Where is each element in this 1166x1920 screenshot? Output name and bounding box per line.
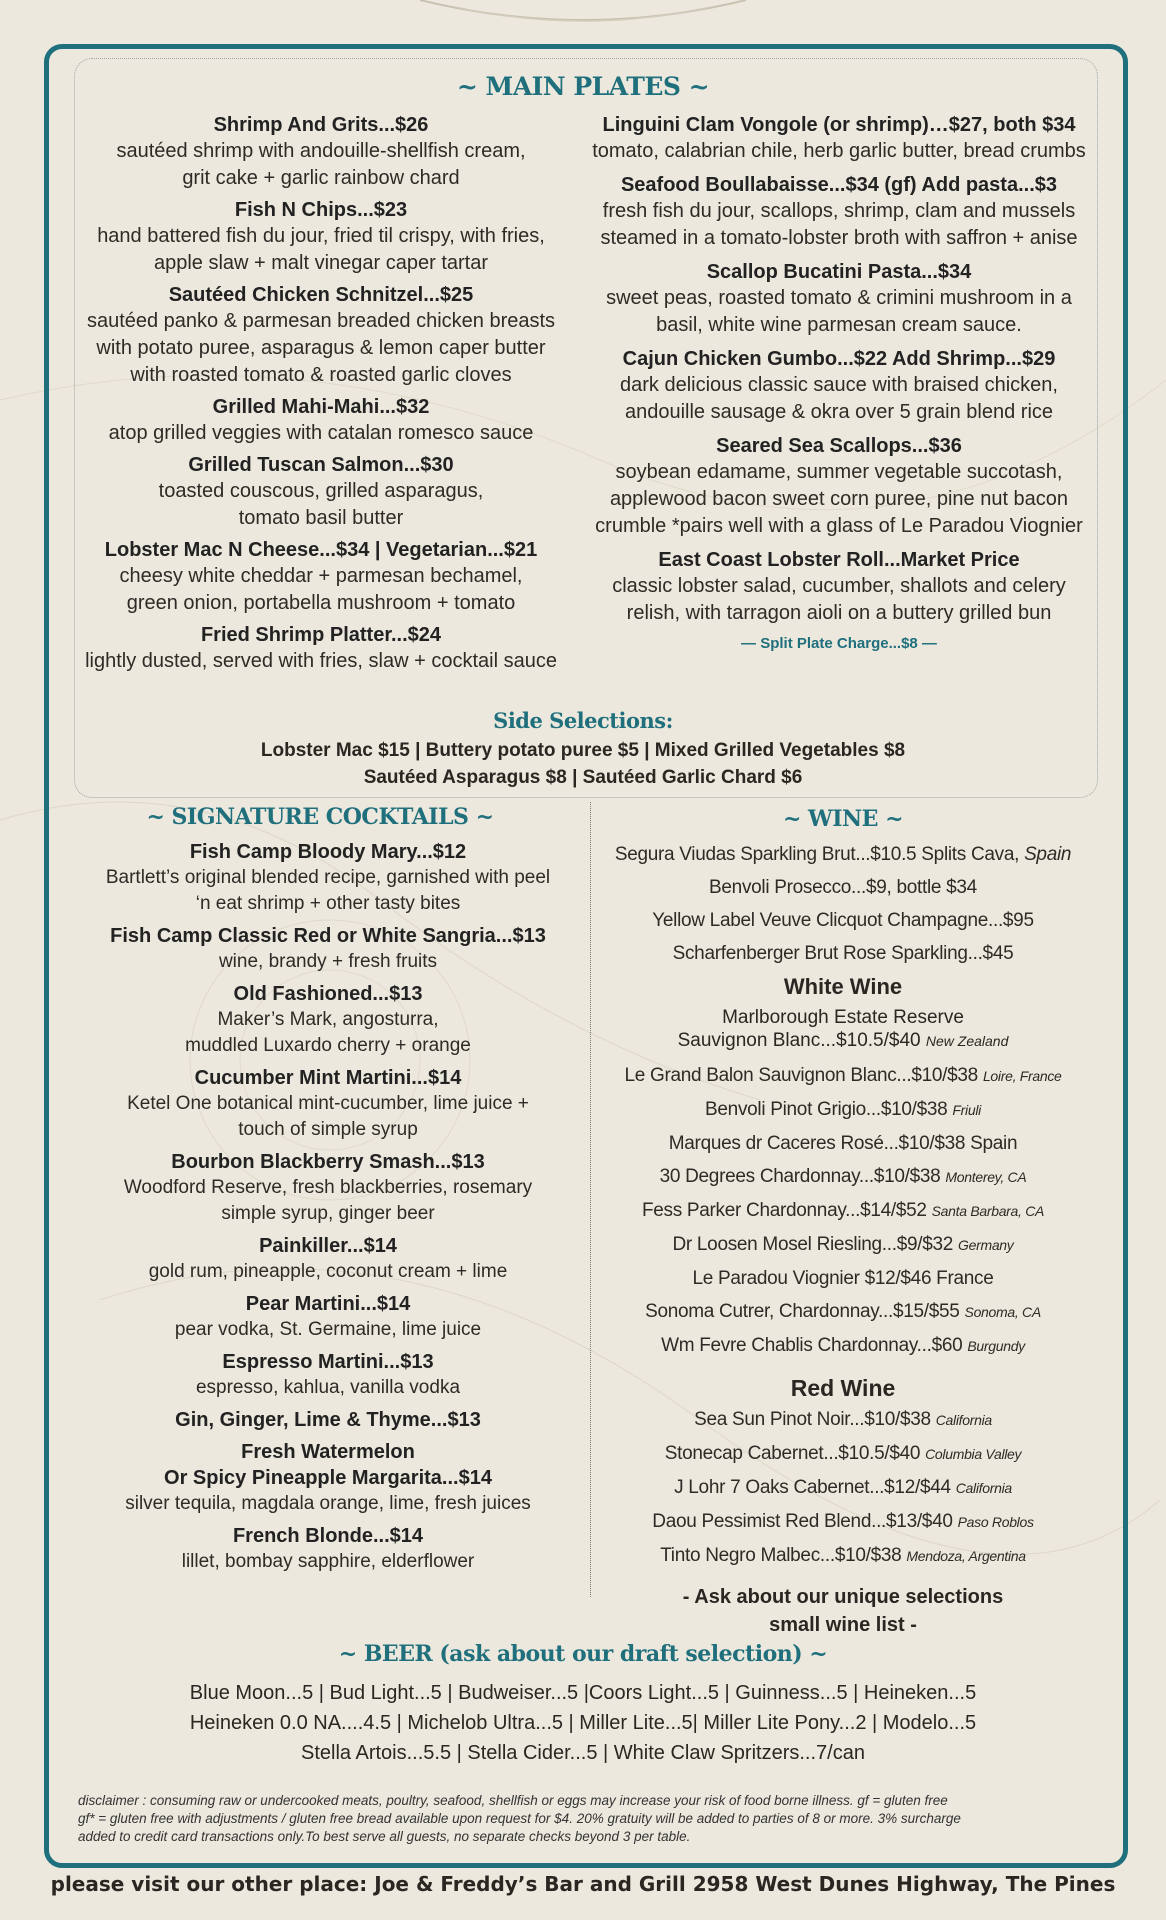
marlborough-line-1: Marlborough Estate Reserve <box>722 1007 964 1028</box>
cocktail-item-description: touch of simple syrup <box>238 1119 418 1140</box>
wine-item-marlborough <box>600 1006 1086 1053</box>
main-plate-item <box>586 173 1092 252</box>
cocktail-item <box>78 1439 578 1517</box>
white-wine-item <box>600 1127 1086 1160</box>
sparkling-wine-item <box>600 838 1086 871</box>
white-wine-region: Germany <box>958 1237 1014 1253</box>
cocktail-item <box>78 1149 578 1227</box>
main-plate-item-title: Fried Shrimp Platter...$24 <box>200 624 442 646</box>
main-plate-item-description: cheesy white cheddar + parmesan bechamel, <box>119 565 523 587</box>
white-wine-item <box>600 1329 1086 1363</box>
beer-line-1: Blue Moon...5 | Bud Light...5 | Budweiser...5 |Coors Light...5 | Guinness...5 | Heineken...5 <box>189 1682 977 1704</box>
cocktail-item-title: Fish Camp Classic Red or White Sangria...$13 <box>110 925 546 947</box>
sides-line-1: Lobster Mac $15 | Buttery potato puree $5 | Mixed Grilled Vegetables $8 <box>260 740 906 761</box>
red-wine-item <box>600 1505 1086 1539</box>
red-wine-name-price: Sea Sun Pinot Noir...$10/$38 <box>694 1409 936 1430</box>
white-wine-item <box>600 1228 1086 1262</box>
signature-cocktails-heading: ~ SIGNATURE COCKTAILS ~ <box>146 804 494 830</box>
main-plate-item-description: sautéed panko & parmesan breaded chicken breasts <box>86 310 556 332</box>
white-wine-name-price: Benvoli Pinot Grigio...$10/$38 <box>705 1099 953 1120</box>
main-plate-item-title: Linguini Clam Vongole (or shrimp)…$27, both $34 <box>602 114 1076 136</box>
white-wine-name-price: Le Paradou Viognier $12/$46 France <box>692 1268 994 1289</box>
main-plate-item-description: crumble *pairs well with a glass of Le Paradou Viognier <box>595 515 1083 537</box>
main-plates-left-column <box>78 113 564 681</box>
red-wine-item <box>600 1437 1086 1471</box>
cocktail-item <box>78 1349 578 1401</box>
main-plate-item-title: Fish N Chips...$23 <box>234 199 408 221</box>
white-wine-region: Loire, France <box>982 1068 1062 1084</box>
disclaimer-line-1: disclaimer : consuming raw or undercooked meats, poultry, seafood, shellfish or eggs may increase your risk of food borne illness. gf = gluten free <box>78 1793 948 1808</box>
main-plate-item <box>78 283 564 389</box>
wine-ask-note <box>600 1583 1086 1639</box>
beer-line-3: Stella Artois...5.5 | Stella Cider...5 | White Claw Spritzers...7/can <box>301 1742 865 1764</box>
main-plate-item-description: with potato puree, asparagus & lemon caper butter <box>96 337 546 359</box>
main-plate-item-description: apple slaw + malt vinegar caper tartar <box>153 252 489 274</box>
main-plate-item-title: Cajun Chicken Gumbo...$22 Add Shrimp...$29 <box>622 348 1056 370</box>
main-plate-item <box>78 453 564 532</box>
main-plate-item-description: andouille sausage & okra over 5 grain blend rice <box>624 401 1054 423</box>
wine-column <box>600 838 1086 1639</box>
white-wine-name-price: Marques dr Caceres Rosé...$10/$38 Spain <box>668 1133 1018 1154</box>
red-wine-heading: Red Wine <box>790 1375 896 1401</box>
cocktail-item-title: Fish Camp Bloody Mary...$12 <box>189 841 467 863</box>
cocktail-item-description: Ketel One botanical mint-cucumber, lime juice + <box>127 1093 529 1114</box>
cocktail-item <box>78 1065 578 1143</box>
red-wine-name-price: J Lohr 7 Oaks Cabernet...$12/$44 <box>674 1477 956 1498</box>
beer-heading: ~ BEER (ask about our draft selection) ~ <box>338 1641 828 1667</box>
white-wine-name-price: Dr Loosen Mosel Riesling...$9/$32 <box>672 1234 959 1255</box>
main-plate-item-title: Seared Sea Scallops...$36 <box>716 435 962 457</box>
cocktail-item <box>78 981 578 1059</box>
red-wine-item <box>600 1539 1086 1573</box>
cocktail-item-title: Cucumber Mint Martini...$14 <box>194 1067 462 1089</box>
cocktail-item <box>78 839 578 917</box>
main-plate-item-description: hand battered fish du jour, fried til crispy, with fries, <box>97 225 545 247</box>
sparkling-wine-name-price: Benvoli Prosecco...$9, bottle $34 <box>709 877 977 898</box>
main-plate-item-description: fresh fish du jour, scallops, shrimp, clam and mussels <box>602 200 1076 222</box>
main-plate-item-title: Seafood Boullabaisse...$34 (gf) Add pasta...$3 <box>620 174 1058 196</box>
beer-line-2: Heineken 0.0 NA....4.5 | Michelob Ultra...5 | Miller Lite...5| Miller Lite Pony...2 | Modelo...5 <box>189 1712 977 1734</box>
white-wine-item <box>600 1160 1086 1194</box>
main-plate-item-description: soybean edamame, summer vegetable succotash, <box>615 461 1063 483</box>
disclaimer-line-3: added to credit card transactions only.To best serve all guests, no separate checks beyond 3 per table. <box>78 1829 691 1844</box>
main-plate-item-title: Shrimp And Grits...$26 <box>213 114 429 136</box>
white-wine-region: Santa Barbara, CA <box>931 1203 1045 1219</box>
main-plate-item-description: sautéed shrimp with andouille-shellfish cream, <box>116 140 526 162</box>
wine-ask-line-2: small wine list - <box>769 1614 917 1636</box>
disclaimer-line-2: gf* = gluten free with adjustments / gluten free bread available upon request for $4. 20% gratuity will be added to parties of 8 or more. 3% surcharge <box>78 1811 961 1826</box>
cocktail-item-description: Woodford Reserve, fresh blackberries, rosemary <box>123 1177 533 1198</box>
cocktail-item-description: espresso, kahlua, vanilla vodka <box>195 1377 461 1398</box>
main-plate-item <box>78 113 564 192</box>
cocktail-item-title: Espresso Martini...$13 <box>222 1351 434 1373</box>
main-plate-item-title: Sautéed Chicken Schnitzel...$25 <box>168 284 474 306</box>
red-wine-name-price: Daou Pessimist Red Blend...$13/$40 <box>652 1511 958 1532</box>
sparkling-wine-item <box>600 904 1086 937</box>
sparkling-wine-region: Spain <box>1024 844 1072 865</box>
cocktail-item-description: silver tequila, magdala orange, lime, fresh juices <box>125 1493 531 1514</box>
cocktail-item-title: Old Fashioned...$13 <box>233 983 423 1005</box>
white-wine-region: Monterey, CA <box>945 1169 1027 1185</box>
main-plate-item-description: sweet peas, roasted tomato & crimini mushroom in a <box>606 287 1072 309</box>
main-plate-item <box>78 395 564 447</box>
main-plate-item-description: green onion, portabella mushroom + tomato <box>126 592 516 614</box>
red-wine-name-price: Tinto Negro Malbec...$10/$38 <box>660 1545 907 1566</box>
main-plate-item <box>78 198 564 277</box>
cocktail-item <box>78 1523 578 1575</box>
disclaimer <box>78 1792 1088 1846</box>
sparkling-wine-item <box>600 937 1086 970</box>
main-plate-item-title: East Coast Lobster Roll...Market Price <box>658 549 1020 571</box>
main-plates-heading: ~ MAIN PLATES ~ <box>456 72 710 101</box>
main-plate-item-description: atop grilled veggies with catalan romesco sauce <box>108 422 534 444</box>
cocktail-item <box>78 923 578 975</box>
sparkling-wine-name-price: Segura Viudas Sparkling Brut...$10.5 Splits Cava, <box>614 844 1025 865</box>
red-wine-region: California <box>955 1480 1012 1496</box>
main-plate-item-title: Grilled Tuscan Salmon...$30 <box>188 454 454 476</box>
cocktails-column <box>78 839 578 1581</box>
main-plate-item-description: dark delicious classic sauce with braised chicken, <box>620 374 1058 396</box>
main-plate-item-description: steamed in a tomato-lobster broth with saffron + anise <box>600 227 1078 249</box>
main-plate-item-title: Grilled Mahi-Mahi...$32 <box>212 396 430 418</box>
cocktail-item-description: lillet, bombay sapphire, elderflower <box>181 1551 475 1572</box>
sparkling-wine-item <box>600 871 1086 904</box>
white-wine-name-price: Wm Fevre Chablis Chardonnay...$60 <box>661 1335 968 1356</box>
red-wine-item <box>600 1471 1086 1505</box>
main-plate-item-description: toasted couscous, grilled asparagus, <box>158 480 484 502</box>
main-plate-item <box>586 434 1092 540</box>
main-plate-item <box>586 113 1092 165</box>
cocktail-item <box>78 1407 578 1433</box>
white-wine-name-price: Sonoma Cutrer, Chardonnay...$15/$55 <box>645 1301 965 1322</box>
red-wine-item <box>600 1403 1086 1437</box>
cocktail-item-description: wine, brandy + fresh fruits <box>218 951 438 972</box>
main-plate-item-title: Lobster Mac N Cheese...$34 | Vegetarian...$21 <box>104 539 538 561</box>
main-plate-item-description: classic lobster salad, cucumber, shallots and celery <box>612 575 1066 597</box>
main-plate-item-description: relish, with tarragon aioli on a buttery grilled bun <box>626 602 1052 624</box>
main-plate-item <box>78 623 564 675</box>
cocktail-item <box>78 1291 578 1343</box>
footer-other-place: please visit our other place: Joe & Freddy’s Bar and Grill 2958 West Dunes Highway, The Pines <box>50 1872 1116 1896</box>
white-wine-item <box>600 1059 1086 1093</box>
marlborough-line-2: Sauvignon Blanc...$10.5/$40 New Zealand <box>677 1030 1009 1051</box>
main-plate-item-description: tomato basil butter <box>238 507 404 529</box>
main-plate-item-description: with roasted tomato & roasted garlic cloves <box>130 364 512 386</box>
white-wine-item <box>600 1262 1086 1295</box>
main-plate-item <box>78 538 564 617</box>
main-plate-item <box>586 260 1092 339</box>
main-plate-item-description: basil, white wine parmesan cream sauce. <box>656 314 1022 336</box>
wine-ask-line-1: - Ask about our unique selections <box>682 1586 1004 1608</box>
main-plate-item-description: grit cake + garlic rainbow chard <box>182 167 460 189</box>
cocktail-item-description: Bartlett’s original blended recipe, garnished with peel <box>105 867 551 888</box>
red-wine-region: Paso Roblos <box>957 1514 1034 1530</box>
sparkling-wine-name-price: Scharfenberger Brut Rose Sparkling...$45 <box>672 943 1014 964</box>
cocktail-item-title: Gin, Ginger, Lime & Thyme...$13 <box>175 1409 481 1431</box>
white-wine-heading: White Wine <box>783 974 903 999</box>
white-wine-name-price: 30 Degrees Chardonnay...$10/$38 <box>659 1166 946 1187</box>
red-wine-region: Columbia Valley <box>925 1446 1022 1462</box>
main-plate-item <box>586 548 1092 627</box>
red-wine-region: Mendoza, Argentina <box>906 1548 1026 1564</box>
white-wine-region: Burgundy <box>967 1338 1025 1354</box>
cocktail-item-description: muddled Luxardo cherry + orange <box>185 1035 471 1056</box>
cocktail-item-title: Painkiller...$14 <box>259 1235 397 1257</box>
white-wine-item <box>600 1295 1086 1329</box>
cocktail-item <box>78 1233 578 1285</box>
main-plates-right-column <box>586 113 1092 652</box>
main-plate-item-title: Scallop Bucatini Pasta...$34 <box>706 261 972 283</box>
cocktail-item-title: French Blonde...$14 <box>232 1525 424 1547</box>
cocktail-item-description: gold rum, pineapple, coconut cream + lime <box>148 1261 508 1282</box>
white-wine-region: Sonoma, CA <box>964 1304 1041 1320</box>
red-wine-region: California <box>935 1412 992 1428</box>
main-plate-item <box>586 347 1092 426</box>
white-wine-region: Friuli <box>952 1102 981 1118</box>
white-wine-name-price: Fess Parker Chardonnay...$14/$52 <box>641 1200 932 1221</box>
cocktail-item-description: Maker’s Mark, angosturra, <box>217 1009 439 1030</box>
main-plate-item-description: lightly dusted, served with fries, slaw + cocktail sauce <box>85 650 557 672</box>
red-wine-name-price: Stonecap Cabernet...$10.5/$40 <box>664 1443 926 1464</box>
cocktail-item-description: pear vodka, St. Germaine, lime juice <box>174 1319 482 1340</box>
main-plate-item-description: applewood bacon sweet corn puree, pine nut bacon <box>609 488 1069 510</box>
split-plate-charge: — Split Plate Charge...$8 — <box>741 635 937 652</box>
wine-heading: ~ WINE ~ <box>782 806 904 832</box>
cocktail-item-title: Pear Martini...$14 <box>245 1293 411 1315</box>
side-selections-heading: Side Selections: <box>493 708 673 733</box>
cocktail-item-title: Fresh Watermelon Or Spicy Pineapple Margarita...$14 <box>164 1441 492 1489</box>
column-divider <box>590 802 591 1597</box>
white-wine-name-price: Le Grand Balon Sauvignon Blanc...$10/$38 <box>624 1065 983 1086</box>
cocktail-item-title: Bourbon Blackberry Smash...$13 <box>171 1151 485 1173</box>
white-wine-item <box>600 1093 1086 1127</box>
sparkling-wine-name-price: Yellow Label Veuve Clicquot Champagne...$95 <box>652 910 1034 931</box>
cocktail-item-description: simple syrup, ginger beer <box>221 1203 435 1224</box>
sides-line-2: Sautéed Asparagus $8 | Sautéed Garlic Chard $6 <box>363 767 803 788</box>
main-plate-item-description: tomato, calabrian chile, herb garlic butter, bread crumbs <box>592 140 1086 162</box>
white-wine-item <box>600 1194 1086 1228</box>
cocktail-item-description: ‘n eat shrimp + other tasty bites <box>195 893 461 914</box>
